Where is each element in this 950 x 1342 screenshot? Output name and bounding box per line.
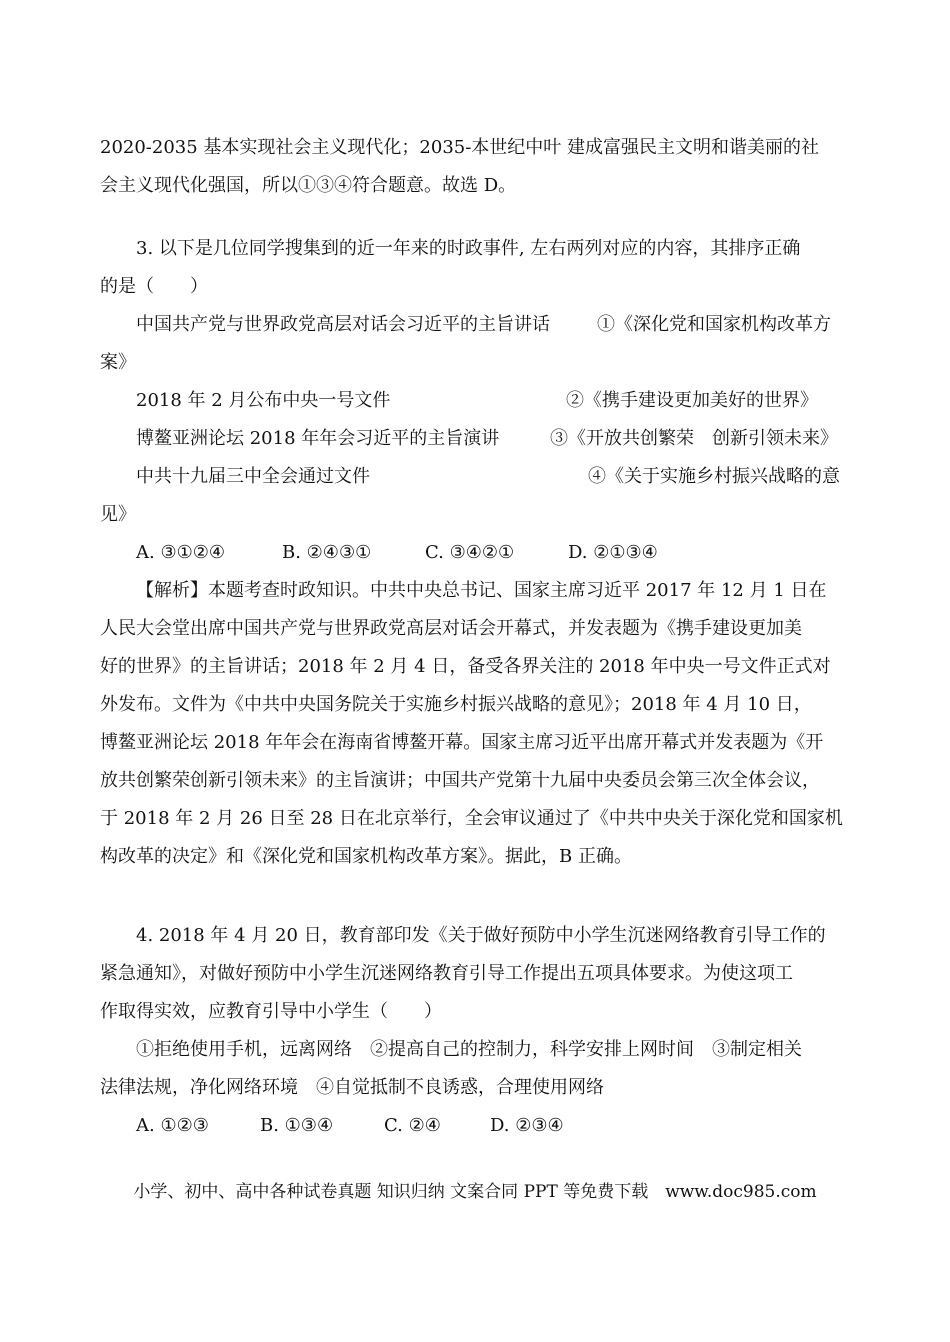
q3-option-b: B. ②④③① [282, 542, 372, 563]
q3-row-3-left: 博鳌亚洲论坛 2018 年年会习近平的主旨演讲 [136, 428, 500, 449]
prev-answer-line-1: 2020-2035 基本实现社会主义现代化；2035-本世纪中叶 建成富强民主文明和谐美丽的社 [100, 137, 820, 158]
q3-analysis-line-5: 博鳌亚洲论坛 2018 年年会在海南省博鳌开幕。国家主席习近平出席开幕式并发表题为《开 [100, 732, 824, 753]
q3-analysis-line-8: 构改革的决定》和《深化党和国家机构改革方案》。据此，B 正确。 [100, 846, 632, 867]
q3-row-1-left: 中国共产党与世界政党高层对话会习近平的主旨讲话 [136, 314, 550, 335]
page-footer: 小学、初中、高中各种试卷真题 知识归纳 文案合同 PPT 等免费下载 www.doc985.com [133, 1182, 817, 1202]
q3-option-c: C. ③④②① [425, 542, 515, 563]
q4-stem-line-3: 作取得实效，应教育引导中小学生（ ） [100, 1001, 442, 1022]
q3-option-d: D. ②①③④ [568, 542, 658, 563]
q4-statements-line-2: 法律法规，净化网络环境 ④自觉抵制不良诱惑，合理使用网络 [100, 1077, 604, 1098]
q3-analysis-line-4: 外发布。文件为《中共中央国务院关于实施乡村振兴战略的意见》；2018 年 4 月 10 日， [100, 694, 812, 715]
q4-option-b: B. ①③④ [260, 1115, 334, 1136]
q3-analysis-line-6: 放共创繁荣创新引领未来》的主旨演讲；中国共产党第十九届中央委员会第三次全体会议， [100, 770, 820, 791]
q3-row-1-continuation: 案》 [100, 352, 136, 373]
q3-analysis-line-3: 好的世界》的主旨讲话；2018 年 2 月 4 日，备受各界关注的 2018 年中央一号文件正式对 [100, 656, 831, 677]
q3-stem-line-1: 3. 以下是几位同学搜集到的近一年来的时政事件, 左右两列对应的内容，其排序正确 [136, 238, 801, 259]
q3-option-a: A. ③①②④ [136, 542, 225, 563]
q4-statements-line-1: ①拒绝使用手机，远离网络 ②提高自己的控制力，科学安排上网时间 ③制定相关 [136, 1039, 802, 1060]
q3-row-4-left: 中共十九届三中全会通过文件 [136, 466, 370, 487]
q3-stem-line-2: 的是（ ） [100, 276, 208, 297]
q3-row-2-right: ②《携手建设更加美好的世界》 [566, 390, 818, 411]
q3-analysis-line-7: 于 2018 年 2 月 26 日至 28 日在北京举行，全会审议通过了《中共中央关于深化党和国家机 [100, 808, 843, 829]
q3-analysis-line-2: 人民大会堂出席中国共产党与世界政党高层对话会开幕式，并发表题为《携手建设更加美 [100, 618, 802, 639]
q4-option-d: D. ②③④ [490, 1115, 564, 1136]
q3-row-1-right: ①《深化党和国家机构改革方 [597, 314, 831, 335]
q4-stem-line-1: 4. 2018 年 4 月 20 日，教育部印发《关于做好预防中小学生沉迷网络教育引导工作的 [136, 925, 826, 946]
q4-option-a: A. ①②③ [136, 1115, 209, 1136]
prev-answer-line-2: 会主义现代化强国，所以①③④符合题意。故选 D。 [100, 175, 517, 196]
q3-row-2-left: 2018 年 2 月公布中央一号文件 [136, 390, 391, 411]
q4-option-c: C. ②④ [384, 1115, 441, 1136]
q3-row-4-right: ④《关于实施乡村振兴战略的意 [588, 466, 840, 487]
q3-row-3-right: ③《开放共创繁荣 创新引领未来》 [550, 428, 838, 449]
q3-row-4-continuation: 见》 [100, 504, 136, 525]
q3-analysis-line-1: 【解析】本题考查时政知识。中共中央总书记、国家主席习近平 2017 年 12 月 1 日在 [136, 580, 827, 601]
q4-stem-line-2: 紧急通知》，对做好预防中小学生沉迷网络教育引导工作提出五项具体要求。为使这项工 [100, 963, 793, 984]
